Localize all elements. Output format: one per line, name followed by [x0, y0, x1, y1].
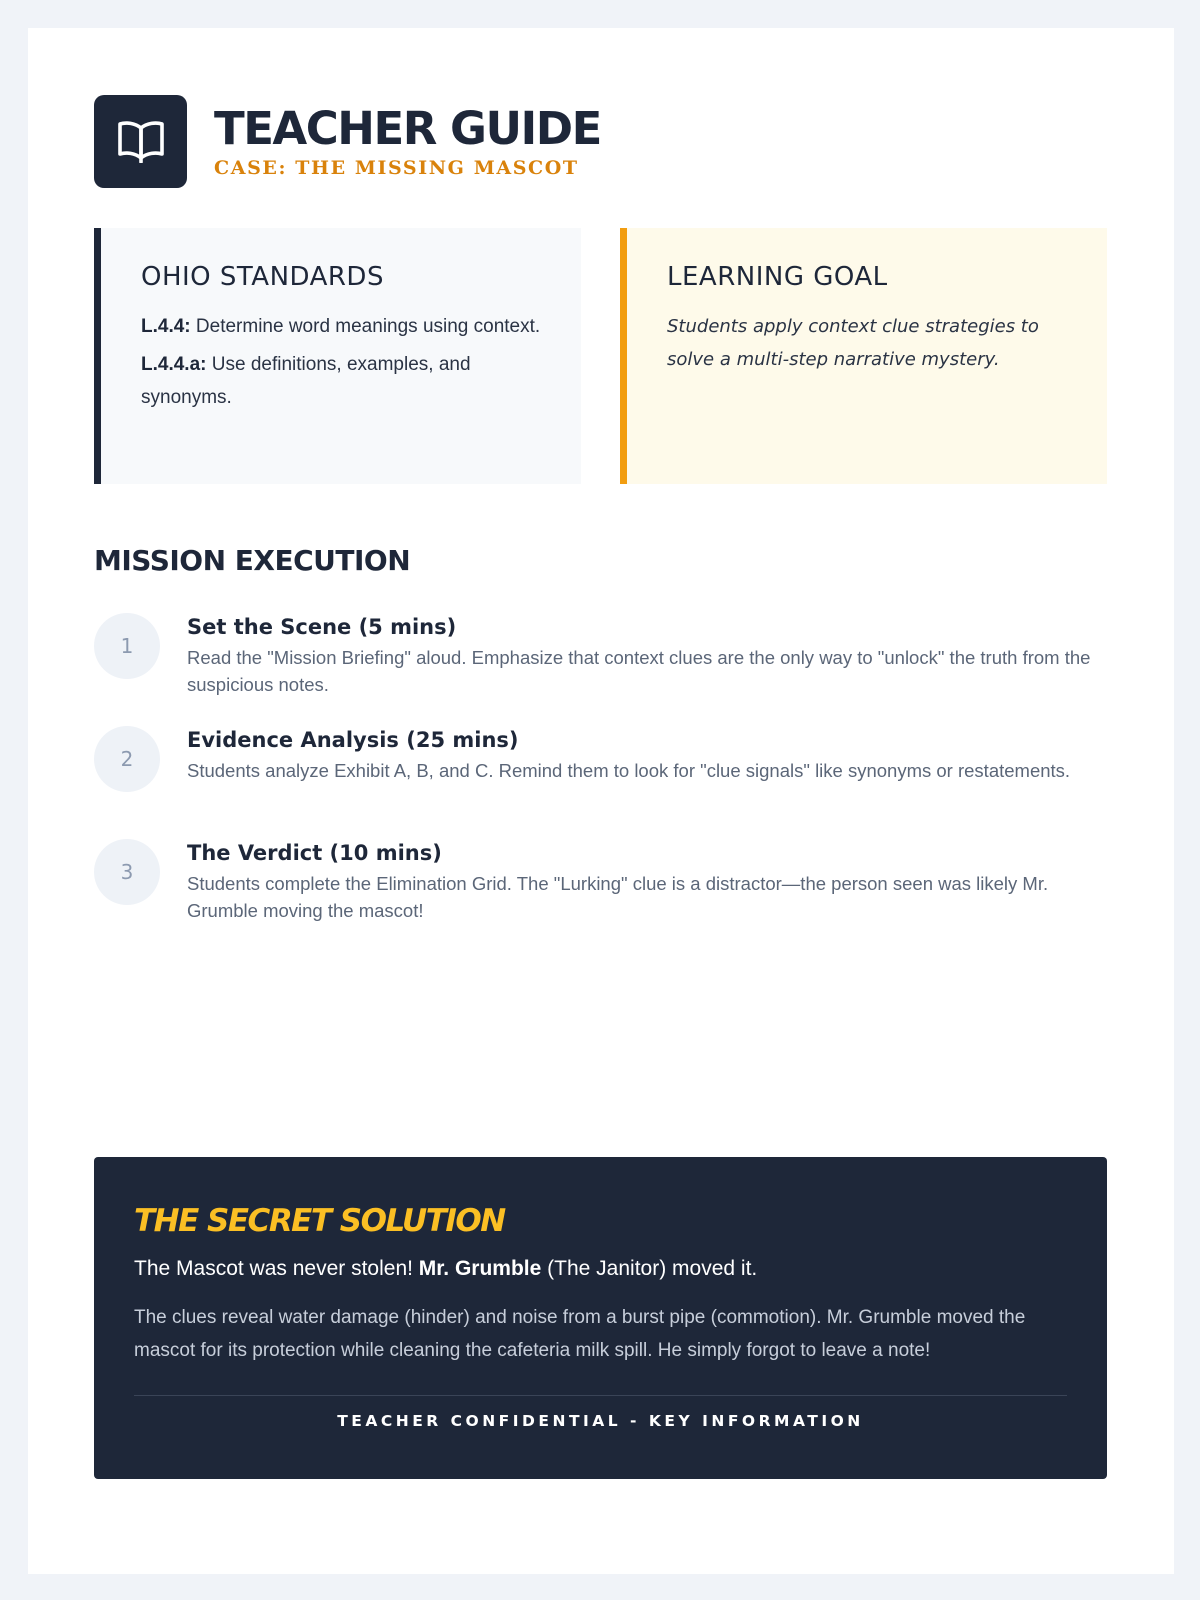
standards-title: OHIO STANDARDS: [141, 262, 384, 292]
standard-item: [141, 348, 545, 414]
solution-divider: [134, 1395, 1067, 1396]
page-content: [94, 94, 1107, 952]
step-description: Students analyze Exhibit A, B, and C. Remind them to look for "clue signals" like synonyms or restatements.: [187, 760, 1071, 781]
step-body: [187, 613, 1107, 698]
guide-page: [28, 28, 1174, 1574]
case-subtitle: CASE: THE MISSING MASCOT: [214, 157, 579, 179]
learning-goal-text: Students apply context clue strategies to solve a multi-step narrative mystery.: [667, 316, 1039, 370]
info-cards: [94, 228, 1107, 484]
confidential-footer: TEACHER CONFIDENTIAL - KEY INFORMATION: [337, 1412, 864, 1430]
mission-step: [94, 839, 1107, 952]
step-body: [187, 839, 1107, 924]
mission-title: MISSION EXECUTION: [94, 544, 411, 577]
solution-explanation: The clues reveal water damage (hinder) and noise from a burst pipe (commotion). Mr. Grumble moved the mascot for its protection while cleaning the cafeteria milk spill. He simply forgot to leave a note!: [134, 1307, 1026, 1361]
step-description: Students complete the Elimination Grid. The "Lurking" clue is a distractor—the person seen was likely Mr. Grumble moving the mascot!: [187, 873, 1049, 921]
mission-step: [94, 613, 1107, 726]
mission-steps: [94, 613, 1107, 952]
step-title: The Verdict (10 mins): [187, 841, 442, 865]
step-number-badge: 1: [94, 613, 160, 679]
step-body: [187, 726, 1070, 784]
solution-lead-end: (The Janitor) moved it.: [541, 1257, 758, 1280]
open-book-icon: [94, 95, 187, 188]
header-text: [214, 103, 601, 179]
standard-code: L.4.4:: [141, 316, 191, 337]
step-number-badge: 2: [94, 726, 160, 792]
step-title: Evidence Analysis (25 mins): [187, 728, 519, 752]
step-description: Read the "Mission Briefing" aloud. Emphasize that context clues are the only way to "unlock" the truth from the suspicious notes.: [187, 647, 1091, 695]
standards-card: [94, 228, 581, 484]
header: [94, 94, 1107, 188]
solution-title: THE SECRET SOLUTION: [134, 1203, 505, 1239]
standard-text: Determine word meanings using context.: [190, 316, 541, 337]
solution-lead-intro: The Mascot was never stolen!: [134, 1257, 419, 1280]
mission-step: [94, 726, 1107, 839]
standard-item: [141, 310, 545, 343]
secret-solution-panel: [94, 1157, 1107, 1479]
page-title: TEACHER GUIDE: [214, 102, 601, 155]
solution-culprit: Mr. Grumble: [418, 1257, 542, 1280]
solution-lead: [134, 1257, 1067, 1281]
step-number-badge: 3: [94, 839, 160, 905]
standard-text: Use definitions, examples, and synonyms.: [141, 354, 471, 408]
learning-goal-title: LEARNING GOAL: [667, 262, 888, 292]
learning-goal-card: [620, 228, 1107, 484]
step-title: Set the Scene (5 mins): [187, 615, 457, 639]
standard-code: L.4.4.a:: [141, 354, 207, 375]
